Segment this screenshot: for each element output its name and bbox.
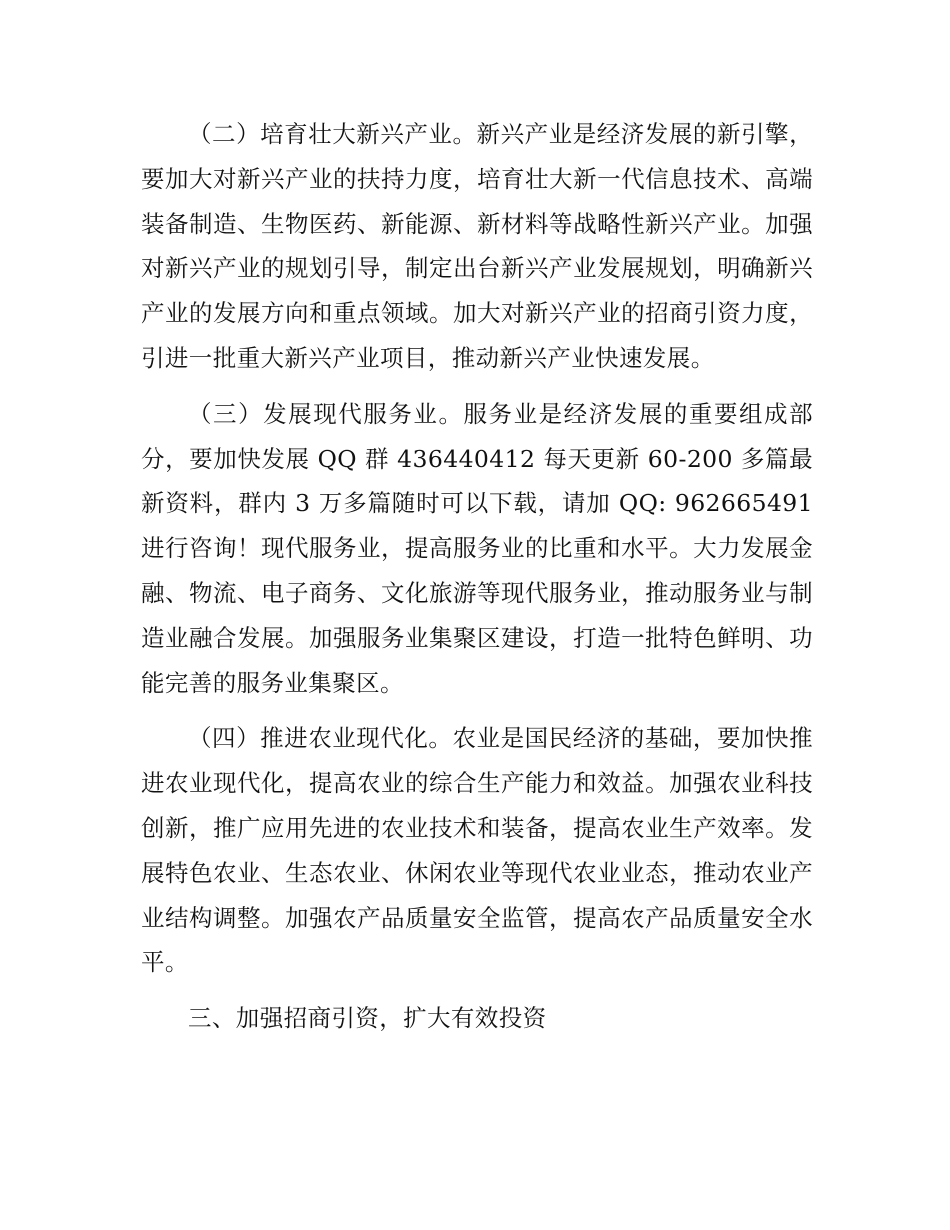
document-body bbox=[141, 112, 813, 1041]
paragraph-agriculture-modernization: （四）推进农业现代化。农业是国民经济的基础，要加快推进农业现代化，提高农业的综合生产能力和效益。加强农业科技创新，推广应用先进的农业技术和装备，提高农业生产效率。发展特色农业、生态农业、休闲农业等现代农业业态，推动农业产业结构调整。加强农产品质量安全监管，提高农产品质量安全水平。 bbox=[141, 724, 813, 977]
paragraph-emerging-industries: （二）培育壮大新兴产业。新兴产业是经济发展的新引擎，要加大对新兴产业的扶持力度，培育壮大新一代信息技术、高端装备制造、生物医药、新能源、新材料等战略性新兴产业。加强对新兴产业的规划引导，制定出台新兴产业发展规划，明确新兴产业的发展方向和重点领域。加大对新兴产业的招商引资力度，引进一批重大新兴产业项目，推动新兴产业快速发展。 bbox=[141, 120, 813, 372]
section-heading: 三、加强招商引资，扩大有效投资 bbox=[188, 1004, 547, 1033]
paragraph-modern-services: （三）发展现代服务业。服务业是经济发展的重要组成部分，要加快发展 QQ 群 436440412 每天更新 60-200 多篇最新资料，群内 3 万多篇随时可以下载，请加 QQ: 962665491 进行咨询！现代服务业，提高服务业的比重和水平。大力发展金融、物流、电子商务、文化旅游等现代服务业，推动服务业与制造业融合发展。加强服务业集聚区建设，打造一批特色鲜明、功能完善的服务业集聚区。 bbox=[141, 399, 813, 697]
